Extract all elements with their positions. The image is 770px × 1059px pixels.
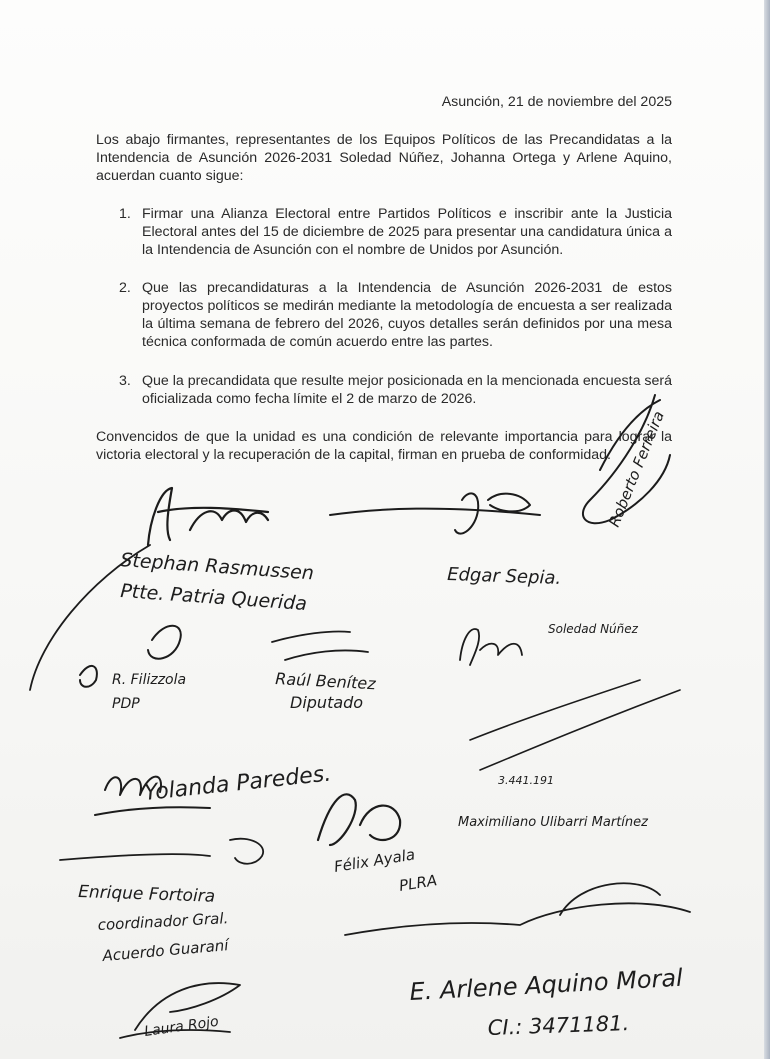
signature-line: PDP: [112, 696, 140, 712]
signature-line: PLRA: [397, 871, 439, 895]
signature-line: Raúl Benítez: [274, 669, 377, 694]
clause-text: Firmar una Alianza Electoral entre Partidos Políticos e inscribir ante la Justicia Electoral antes del 15 de diciembre de 2025 para presentar una candidatura única a la Intendencia de Asunción con el nombre de Unidos por Asunción.: [142, 206, 672, 258]
document-intro: Los abajo firmantes, representantes de los Equipos Políticos de las Precandidatas a la Intendencia de Asunción 2026-2031 Soledad Núñez, Johanna Ortega y Arlene Aquino, acuerdan cuanto sigue:: [96, 132, 672, 184]
signature-line: Diputado: [290, 693, 364, 712]
clause-number: 3.: [119, 373, 131, 389]
document-date: Asunción, 21 de noviembre del 2025: [441, 94, 672, 110]
page-edge-shadow: [764, 0, 770, 1059]
signature-line: Félix Ayala: [332, 845, 417, 876]
signature-line: Stephan Rasmussen: [119, 549, 315, 585]
signature-line: Edgar Sepia.: [446, 564, 562, 589]
signature-line: E. Arlene Aquino Moral: [408, 963, 684, 1006]
signature-line: Enrique Fortoira: [77, 882, 216, 907]
signature-line: Roberto Ferreira: [605, 408, 668, 530]
signature-line: Soledad Núñez: [548, 622, 638, 636]
clause-number: 1.: [119, 206, 131, 222]
signature-line: 3.441.191: [498, 774, 554, 787]
signature-line: Maximiliano Ulibarri Martínez: [458, 815, 648, 830]
signature-line: CI.: 3471181.: [487, 1011, 630, 1040]
signature-line: R. Filizzola: [112, 672, 187, 688]
document-closing: Convencidos de que la unidad es una condición de relevante importancia para lograr la victoria electoral y la recuperación de la capital, firman en prueba de conformidad.: [96, 429, 672, 463]
clause-number: 2.: [119, 280, 131, 296]
signature-line: Ptte. Patria Querida: [119, 580, 308, 616]
signature-line: coordinador Gral.: [97, 909, 229, 934]
clause-text: Que la precandidata que resulte mejor posicionada en la mencionada encuesta será oficializada como fecha límite el 2 de marzo de 2026.: [142, 373, 673, 407]
signature-line: Yolanda Paredes.: [143, 761, 333, 806]
signature-line: Acuerdo Guaraní: [101, 936, 230, 965]
clause-text: Que las precandidaturas a la Intendencia de Asunción 2026-2031 de estos proyectos políticos se medirán mediante la metodología de encuesta a ser realizada la última semana de febrero del 2026, cuyos detalles serán definidos por una mesa técnica conformada de común acuerdo entre las partes.: [142, 280, 672, 350]
signature-line: Laura Rojo: [143, 1013, 220, 1040]
